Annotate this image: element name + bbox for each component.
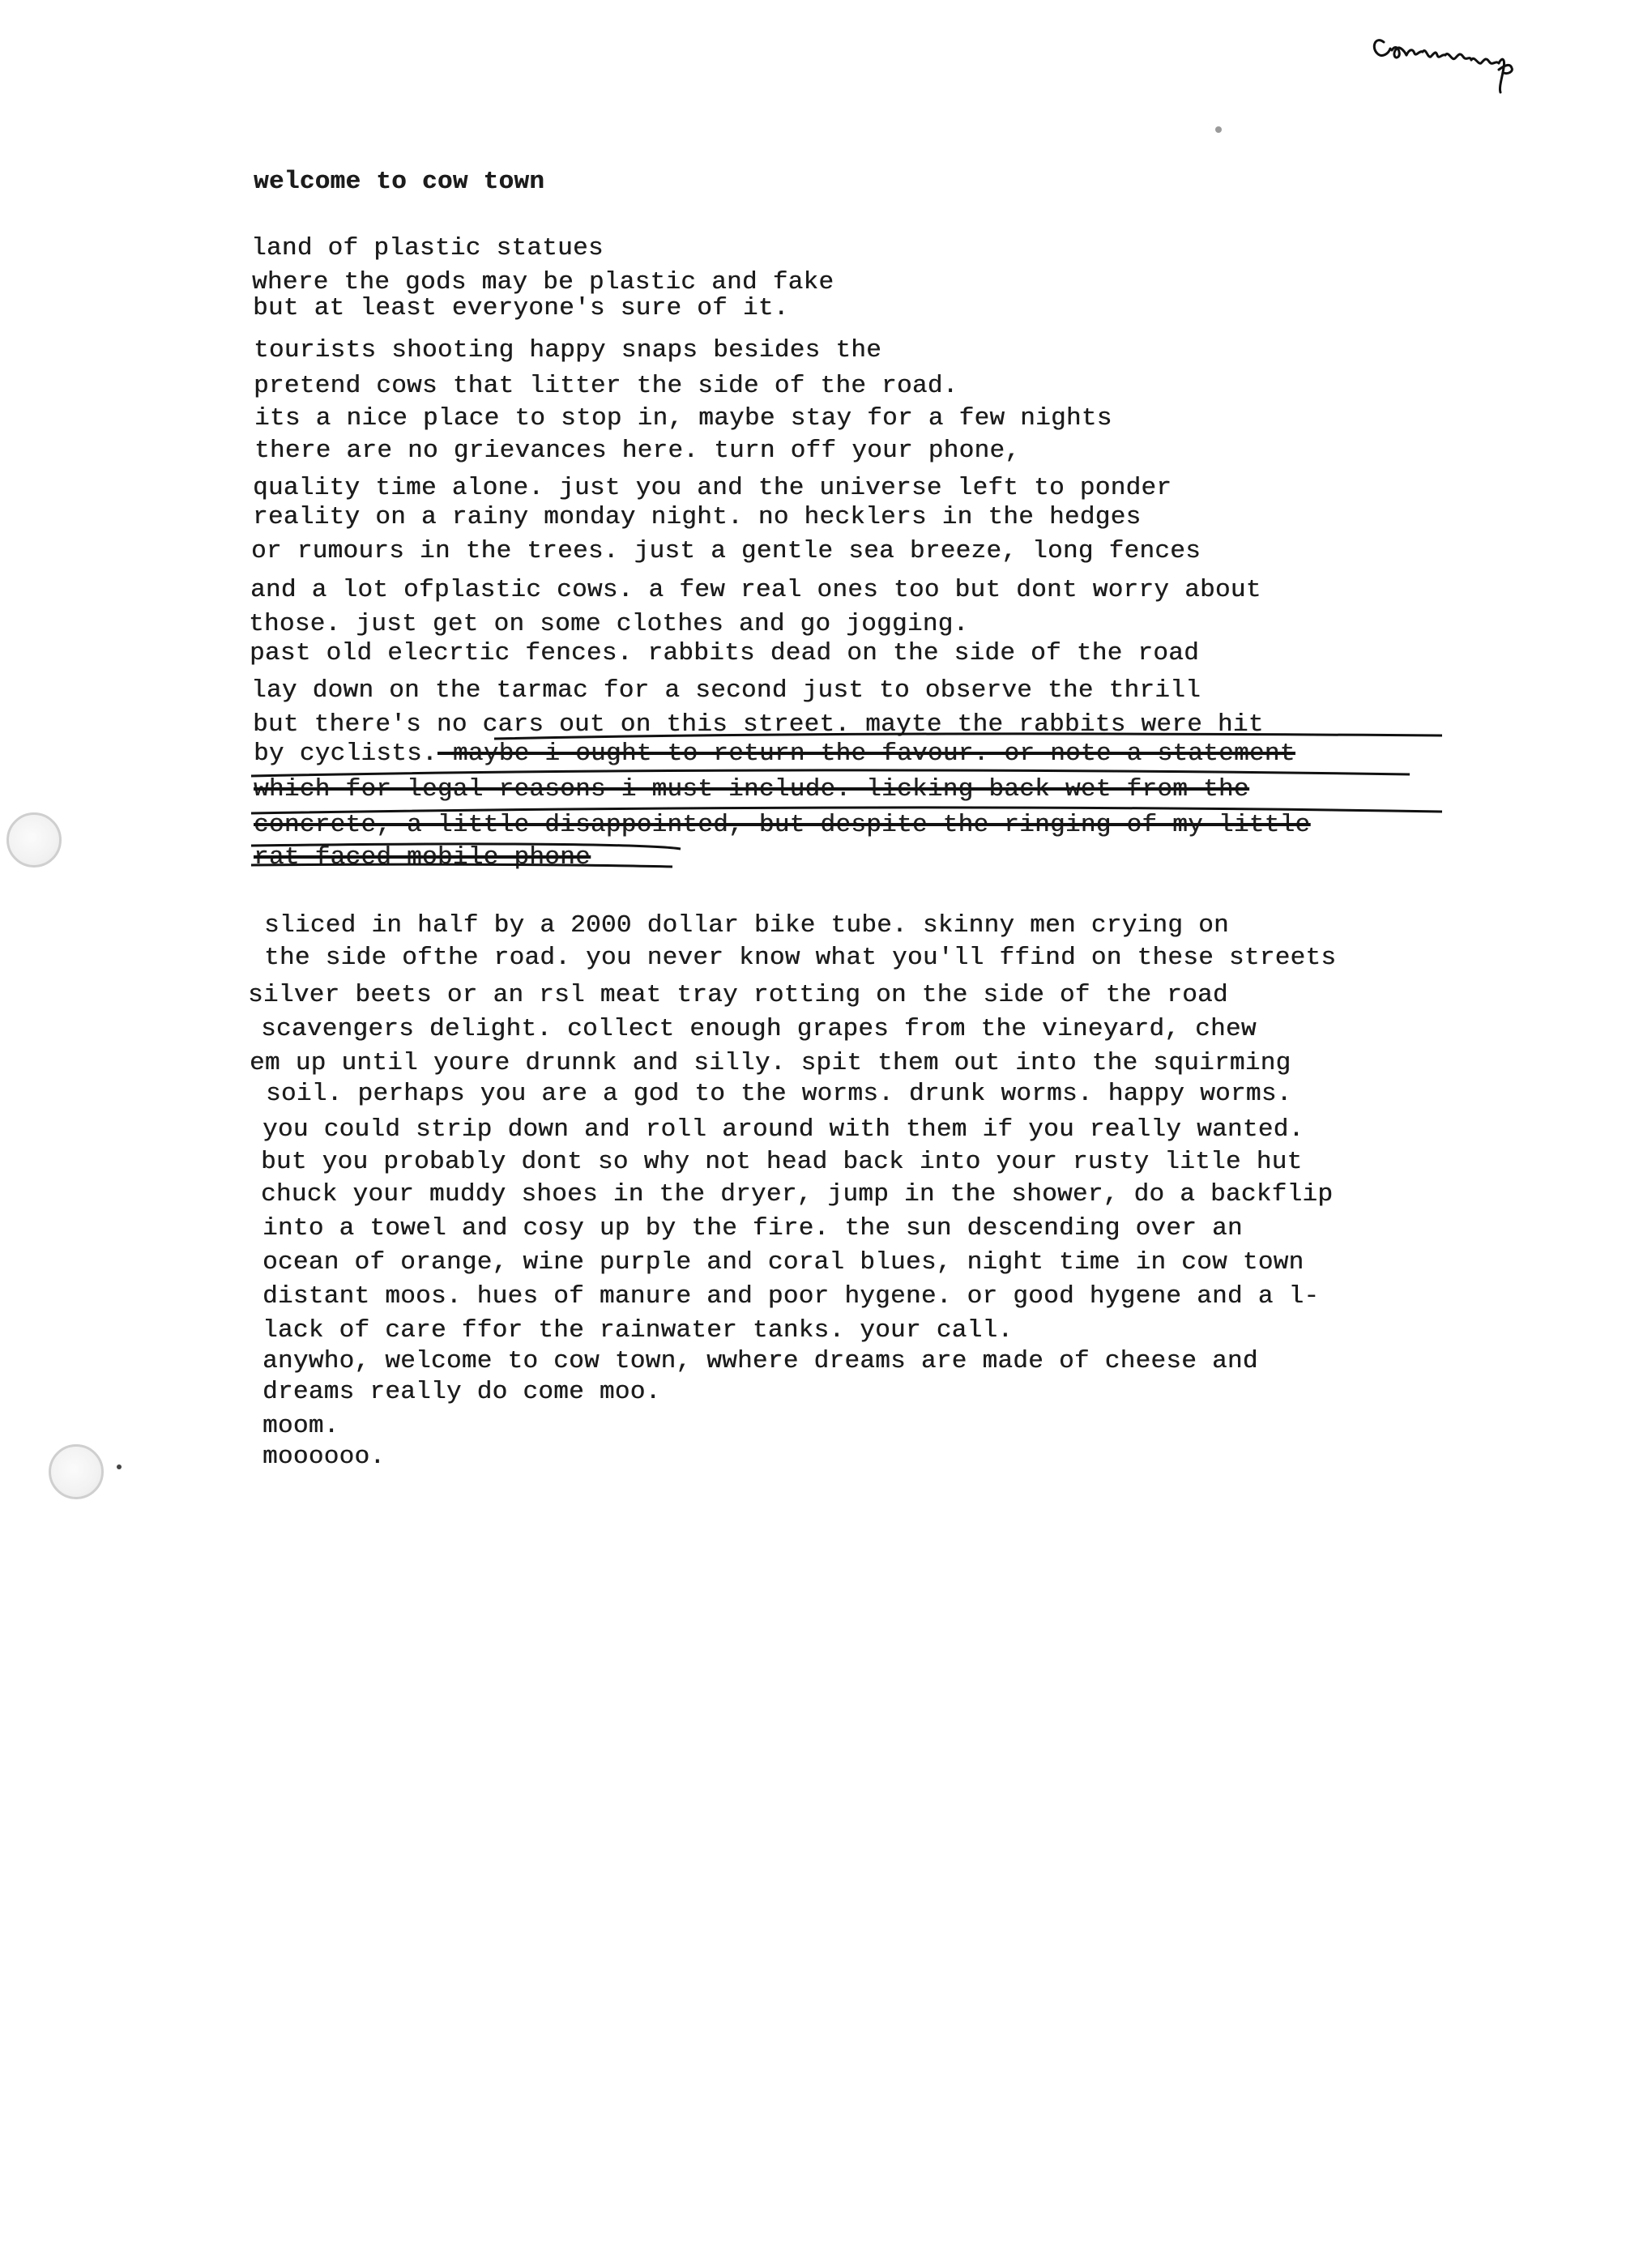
poem-line: past old elecrtic fences. rabbits dead on the side of the road: [250, 639, 1199, 667]
struck-line: rat faced mobile phone: [254, 843, 591, 872]
poem-line: and a lot ofplastic cows. a few real ones too but dont worry about: [250, 576, 1261, 604]
poem-line: into a towel and cosy up by the fire. the sun descending over an: [262, 1214, 1243, 1243]
punch-hole: [6, 812, 62, 868]
poem-line: tourists shooting happy snaps besides the: [254, 336, 882, 364]
cross-out-scribble: [243, 727, 1458, 881]
poem-line: silver beets or an rsl meat tray rotting on the side of the road: [248, 981, 1228, 1009]
poem-line: pretend cows that litter the side of the road.: [254, 372, 958, 400]
struck-line: which for legal reasons i must include. licking back wet from the: [254, 775, 1249, 804]
poem-line: its a nice place to stop in, maybe stay for a few nights: [254, 404, 1112, 433]
poem-line: by cyclists.: [254, 740, 437, 768]
poem-line: dreams really do come moo.: [262, 1378, 661, 1406]
poem-line: quality time alone. just you and the universe left to ponder: [253, 474, 1172, 502]
handwritten-signature: [1369, 18, 1523, 99]
struck-line: concrete, a little disappointed, but despite the ringing of my little: [254, 811, 1311, 839]
poem-line: distant moos. hues of manure and poor hygene. or good hygene and a l-: [262, 1282, 1320, 1311]
poem-line: but there's no cars out on this street. mayte the rabbits were hit: [253, 710, 1264, 739]
poem-line: lay down on the tarmac for a second just to observe the thrill: [251, 676, 1201, 705]
poem-line: there are no grievances here. turn off your phone,: [254, 437, 1021, 465]
poem-line: but you probably dont so why not head back into your rusty litle hut: [261, 1148, 1303, 1176]
poem-line: scavengers delight. collect enough grapes from the vineyard, chew: [261, 1015, 1257, 1043]
struck-line: maybe i ought to return the favour. or note a statement: [437, 740, 1295, 768]
poem-line: anywho, welcome to cow town, wwhere dreams are made of cheese and: [262, 1347, 1258, 1375]
poem-line: land of plastic statues: [251, 234, 604, 262]
poem-line: moom.: [262, 1412, 339, 1440]
poem-line: or rumours in the trees. just a gentle sea breeze, long fences: [251, 537, 1201, 565]
poem-line: those. just get on some clothes and go jogging.: [249, 610, 969, 638]
poem-line: sliced in half by a 2000 dollar bike tube. skinny men crying on: [264, 911, 1229, 940]
poem-line: soil. perhaps you are a god to the worms. drunk worms. happy worms.: [266, 1080, 1292, 1108]
paper-speck: [1215, 126, 1222, 133]
poem-line: you could strip down and roll around with them if you really wanted.: [262, 1115, 1304, 1144]
punch-hole: [49, 1444, 104, 1499]
poem-line: chuck your muddy shoes in the dryer, jump in the shower, do a backflip: [261, 1180, 1334, 1209]
poem-line: em up until youre drunnk and silly. spit them out into the squirming: [250, 1049, 1291, 1077]
poem-line: moooooo.: [262, 1443, 386, 1471]
poem-line: ocean of orange, wine purple and coral blues, night time in cow town: [262, 1248, 1304, 1277]
poem-line: but at least everyone's sure of it.: [253, 294, 789, 322]
poem-line: the side ofthe road. you never know what you'll ffind on these streets: [264, 944, 1337, 972]
poem-line: reality on a rainy monday night. no hecklers in the hedges: [253, 503, 1142, 531]
poem-title: welcome to cow town: [254, 168, 545, 196]
poem-line: lack of care ffor the rainwater tanks. your call.: [262, 1316, 1014, 1345]
paper-speck: [117, 1464, 122, 1469]
poem-line: where the gods may be plastic and fake: [252, 268, 834, 296]
